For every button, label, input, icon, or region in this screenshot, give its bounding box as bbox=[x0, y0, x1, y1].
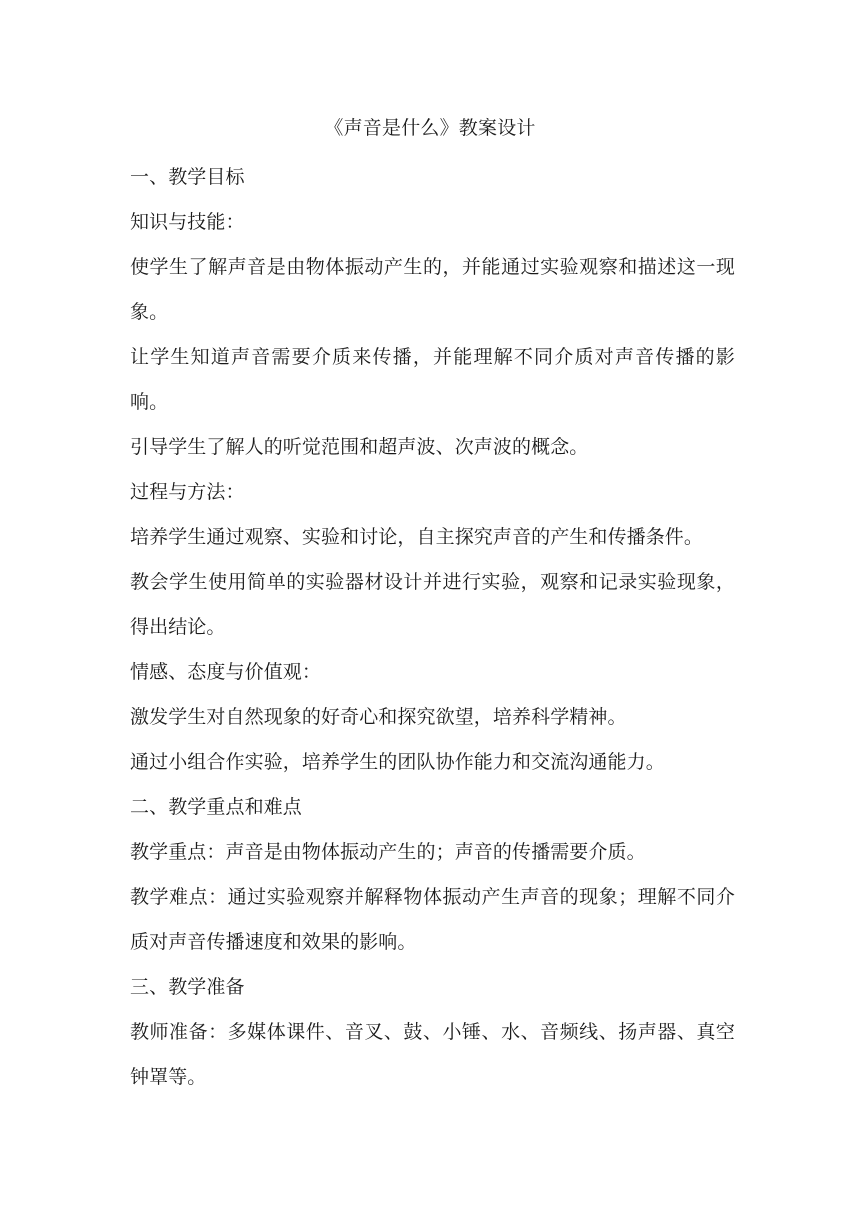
document-title: 《声音是什么》教案设计 bbox=[324, 117, 536, 139]
subheading-emotion-values: 情感、态度与价值观： bbox=[130, 661, 322, 683]
document-body bbox=[130, 155, 735, 1100]
paragraph: 使学生了解声音是由物体振动产生的，并能通过实验观察和描述这一现象。 bbox=[130, 256, 735, 323]
paragraph: 培养学生通过观察、实验和讨论，自主探究声音的产生和传播条件。 bbox=[130, 526, 704, 548]
paragraph: 激发学生对自然现象的好奇心和探究欲望，培养科学精神。 bbox=[130, 706, 627, 728]
section-heading-objectives: 一、教学目标 bbox=[130, 166, 245, 188]
section-heading-key-points: 二、教学重点和难点 bbox=[130, 796, 302, 818]
paragraph: 教学难点：通过实验观察并解释物体振动产生声音的现象；理解不同介质对声音传播速度和效果的影响。 bbox=[130, 886, 735, 953]
subheading-process-methods: 过程与方法： bbox=[130, 481, 245, 503]
paragraph: 让学生知道声音需要介质来传播，并能理解不同介质对声音传播的影响。 bbox=[130, 346, 735, 413]
paragraph: 教学重点：声音是由物体振动产生的；声音的传播需要介质。 bbox=[130, 841, 646, 863]
paragraph: 引导学生了解人的听觉范围和超声波、次声波的概念。 bbox=[130, 436, 589, 458]
subheading-knowledge-skills: 知识与技能： bbox=[130, 211, 245, 233]
section-heading-preparation: 三、教学准备 bbox=[130, 976, 245, 998]
paragraph: 教师准备：多媒体课件、音叉、鼓、小锤、水、音频线、扬声器、真空钟罩等。 bbox=[130, 1021, 735, 1088]
paragraph: 通过小组合作实验，培养学生的团队协作能力和交流沟通能力。 bbox=[130, 751, 665, 773]
paragraph: 教会学生使用简单的实验器材设计并进行实验，观察和记录实验现象，得出结论。 bbox=[130, 571, 735, 638]
